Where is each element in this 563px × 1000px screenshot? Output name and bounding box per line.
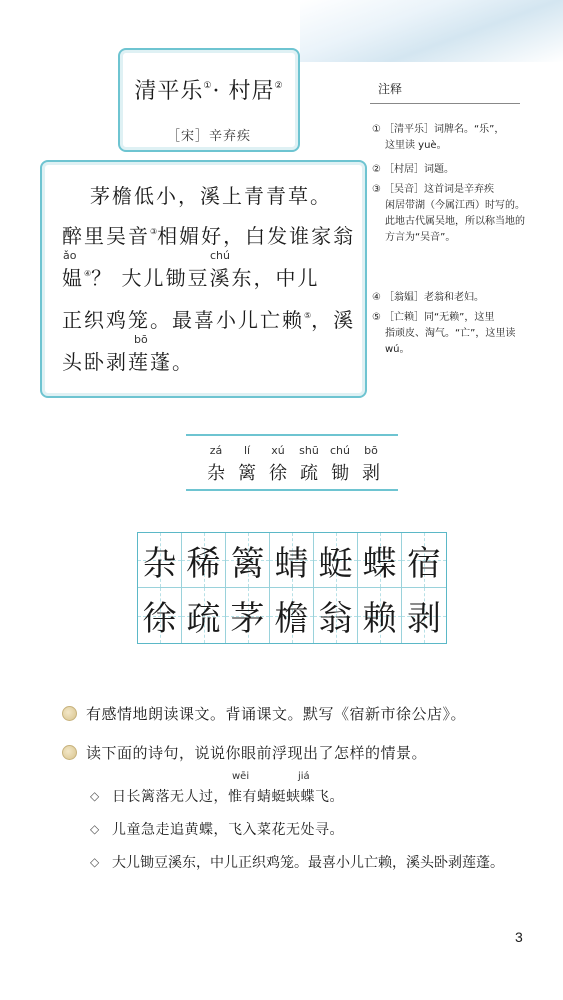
- diamond-icon: ◇: [90, 789, 100, 803]
- poem-line-4: 正织鸡笼。最喜小儿亡赖⑤，溪: [62, 308, 356, 332]
- diamond-icon: ◇: [90, 822, 100, 836]
- poem-line-3: 媪④？ 大儿锄豆溪东，中儿: [62, 266, 320, 290]
- exercise-2-line-3: 大儿锄豆溪东，中儿正织鸡笼。最喜小儿亡赖，溪头卧剥莲蓬。: [112, 855, 504, 871]
- exercise-bullet-icon: [62, 745, 77, 760]
- writing-grid: [137, 532, 447, 644]
- word-strip-bottom-rule: [186, 489, 398, 491]
- new-word: shū 疏: [299, 444, 319, 484]
- poem-author: ［宋］辛弃疾: [166, 129, 251, 144]
- grid-cell: 篱: [226, 533, 270, 588]
- ruby-chu: chú: [210, 249, 230, 262]
- grid-cell: 赖: [358, 588, 402, 643]
- note-item: ⑤ ［亡赖］同“无赖”，这里 指顽皮、淘气。“亡”，这里读 wú。: [372, 312, 516, 355]
- new-word: chú 锄: [330, 444, 350, 484]
- exercise-2-line-2: 儿童急走追黄蝶，飞入菜花无处寻。: [112, 822, 344, 838]
- pinyin-wei: wēi: [232, 771, 250, 782]
- pinyin-jia: jiá: [298, 771, 310, 782]
- exercise-2-line-1: 日长篱落无人过，惟有蜻蜓蛱蝶飞。: [112, 789, 344, 805]
- grid-cell: 剥: [402, 588, 446, 643]
- grid-cell: 蜓: [314, 533, 358, 588]
- notes-heading: 注释: [378, 82, 403, 96]
- grid-cell: 茅: [226, 588, 270, 643]
- grid-cell: 疏: [182, 588, 226, 643]
- new-word: bō 剥: [362, 444, 380, 484]
- grid-cell: 蜻: [270, 533, 314, 588]
- grid-cell: 稀: [182, 533, 226, 588]
- title-box: [118, 48, 300, 152]
- poem-box: [40, 160, 367, 398]
- exercise-2: 读下面的诗句，说说你眼前浮现出了怎样的情景。: [86, 744, 428, 762]
- note-item: ④ ［翁媪］老翁和老妇。: [372, 292, 484, 303]
- page-number: 3: [515, 929, 523, 945]
- notes-divider: [370, 103, 520, 104]
- new-word: zá 杂: [207, 444, 225, 484]
- new-word: xú 徐: [269, 444, 287, 484]
- grid-cell: 杂: [138, 533, 182, 588]
- ruby-ao: ǎo: [63, 249, 77, 262]
- new-word: lí 篱: [238, 444, 256, 484]
- poem-title: 清平乐①· 村居②: [134, 79, 284, 104]
- grid-cell: 徐: [138, 588, 182, 643]
- note-item: ① ［清平乐］词牌名。“乐”， 这里读 yuè。: [372, 124, 505, 151]
- grid-cell: 宿: [402, 533, 446, 588]
- grid-cell: 翁: [314, 588, 358, 643]
- poem-line-2: 醉里吴音③相媚好，白发谁家翁: [62, 224, 356, 248]
- exercise-1: 有感情地朗读课文。背诵课文。默写《宿新市徐公店》。: [86, 705, 467, 723]
- grid-cell: 蝶: [358, 533, 402, 588]
- ruby-bo: bō: [134, 333, 148, 346]
- grid-cell: 檐: [270, 588, 314, 643]
- word-strip-top-rule: [186, 434, 398, 436]
- exercise-bullet-icon: [62, 706, 77, 721]
- poem-line-1: 茅檐低小，溪上青青草。: [90, 184, 332, 208]
- diamond-icon: ◇: [90, 855, 100, 869]
- poem-line-5: 头卧剥莲蓬。: [62, 350, 194, 374]
- note-item: ② ［村居］词题。: [372, 164, 454, 175]
- note-item: ③ ［吴音］这首词是辛弃疾 闲居带湖（今属江西）时写的。此地古代属吴地，所以称当地的方言为“吴音”。: [372, 184, 525, 243]
- decorative-wash: [300, 0, 563, 62]
